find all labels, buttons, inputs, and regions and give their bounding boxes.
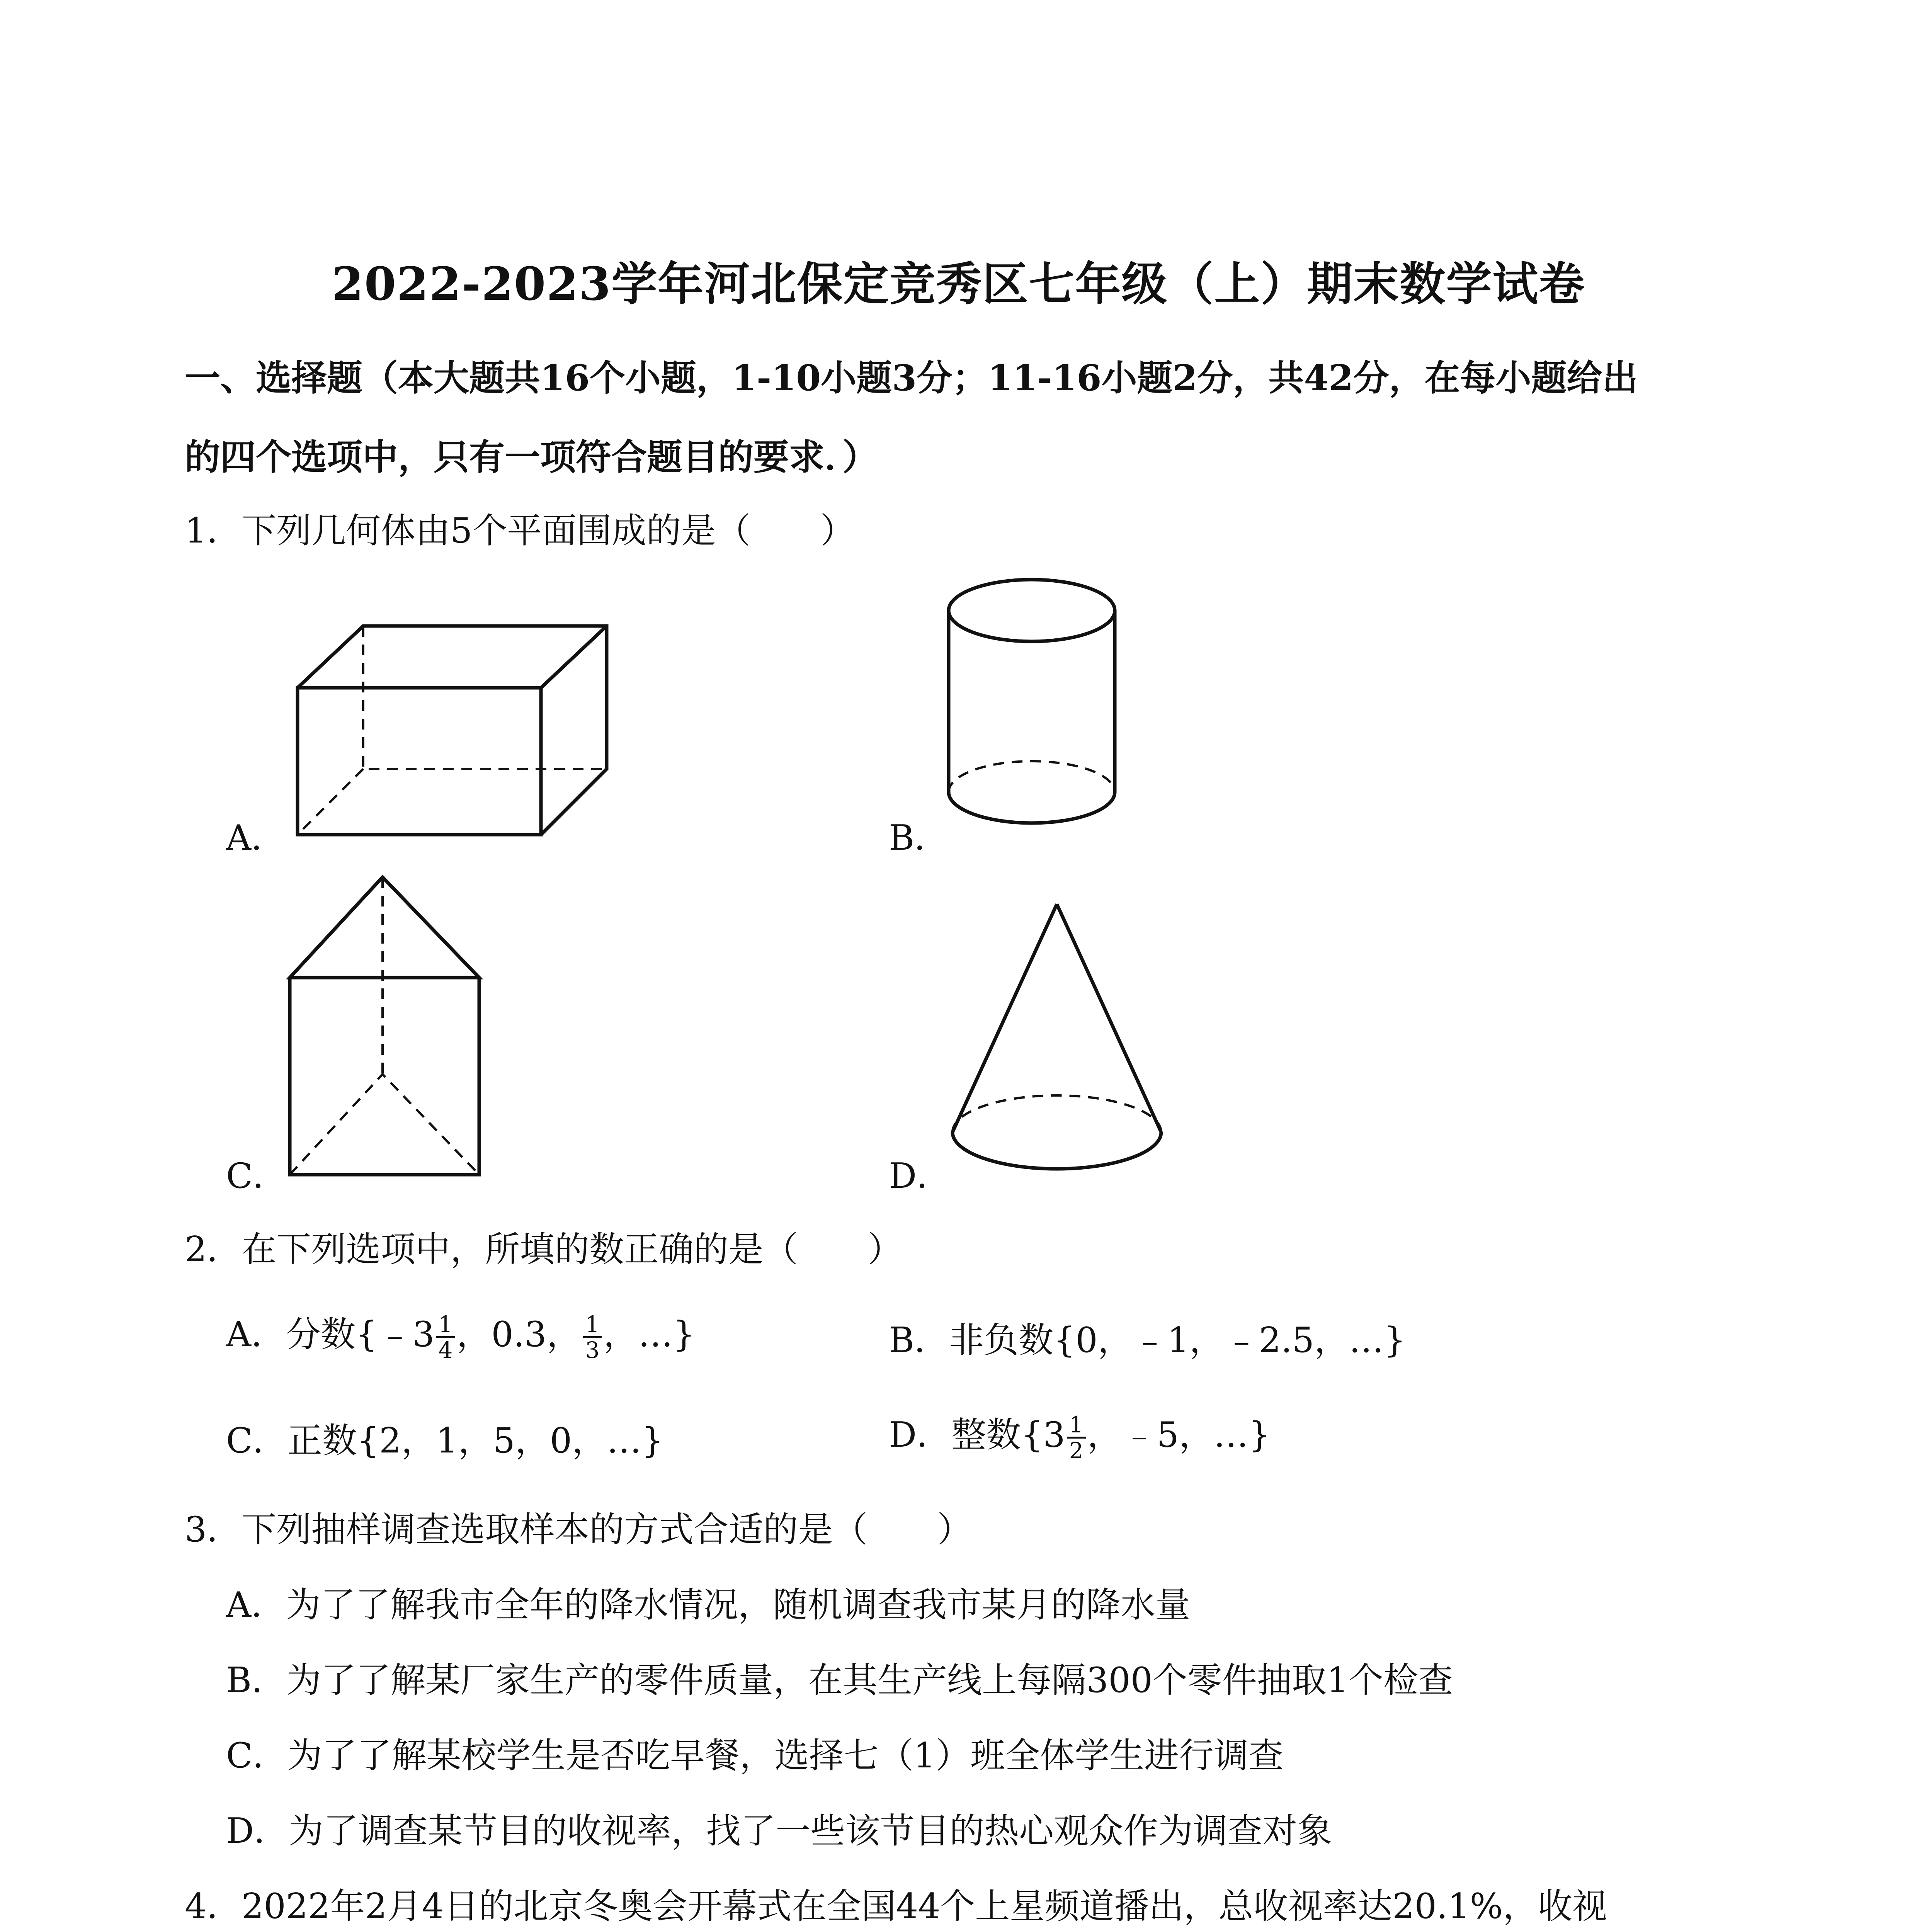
- q3-option-c: C．为了了解某校学生是否吃早餐，选择七（1）班全体学生进行调查: [226, 1735, 1284, 1776]
- q2-option-d-text: D．整数{3: [889, 1415, 1065, 1455]
- question-3-stem: 3．下列抽样调查选取样本的方式合适的是（ ）: [185, 1509, 972, 1550]
- cone-icon: [939, 896, 1171, 1190]
- section-heading-line1: 一、选择题（本大题共16个小题，1-10小题3分；11-16小题2分，共42分，在每小题给出: [185, 357, 1638, 399]
- q2-option-a: [226, 1306, 695, 1362]
- numerator: 1: [583, 1312, 602, 1338]
- q2-option-c: C．正数{2，1，5，0，…}: [226, 1420, 664, 1461]
- page-title: 2022-2023学年河北保定竞秀区七年级（上）期末数学试卷: [332, 257, 1585, 311]
- question-4-line1: 4．2022年2月4日的北京冬奥会开幕式在全国44个上星频道播出，总收视率达20.1%，收视: [185, 1886, 1607, 1927]
- fraction-one-half: [1067, 1413, 1086, 1463]
- q3-option-d: D．为了调查某节目的收视率，找了一些该节目的热心观众作为调查对象: [226, 1811, 1332, 1851]
- q3-option-a: A．为了了解我市全年的降水情况，随机调查我市某月的降水量: [226, 1585, 1190, 1625]
- q1-option-a-label: A．: [226, 818, 286, 858]
- q2-option-d-text-end: ，﹣5，…}: [1087, 1415, 1271, 1455]
- q1-option-b-label: B．: [889, 818, 949, 858]
- q2-option-a-text-mid: ，0.3，: [456, 1314, 582, 1355]
- denominator: 3: [585, 1337, 600, 1364]
- fraction-one-fourth: [436, 1312, 455, 1362]
- q2-option-b: B．非负数{0，﹣1，﹣2.5，…}: [889, 1320, 1406, 1361]
- q2-option-a-text: A．分数{﹣3: [226, 1314, 435, 1355]
- q3-option-b: B．为了了解某厂家生产的零件质量，在其生产线上每隔300个零件抽取1个检查: [226, 1660, 1453, 1701]
- cuboid-icon: [286, 611, 618, 842]
- triangular-prism-icon: [278, 869, 495, 1186]
- q1-option-c-label: C．: [226, 1156, 287, 1196]
- denominator: 4: [438, 1337, 453, 1364]
- question-2-stem: 2．在下列选项中，所填的数正确的是（ ）: [185, 1229, 903, 1270]
- denominator: 2: [1069, 1437, 1084, 1464]
- numerator: 1: [436, 1312, 455, 1338]
- numerator: 1: [1067, 1413, 1086, 1439]
- q1-option-d-label: D．: [889, 1156, 952, 1196]
- q2-option-d: [889, 1406, 1271, 1463]
- cylinder-icon: [939, 564, 1124, 850]
- question-1-stem: 1．下列几何体由5个平面围成的是（ ）: [185, 510, 855, 551]
- fraction-one-third: [583, 1312, 602, 1362]
- section-heading-line2: 的四个选项中，只有一项符合题目的要求．）: [185, 436, 878, 478]
- q2-option-a-text-end: ，…}: [603, 1314, 695, 1355]
